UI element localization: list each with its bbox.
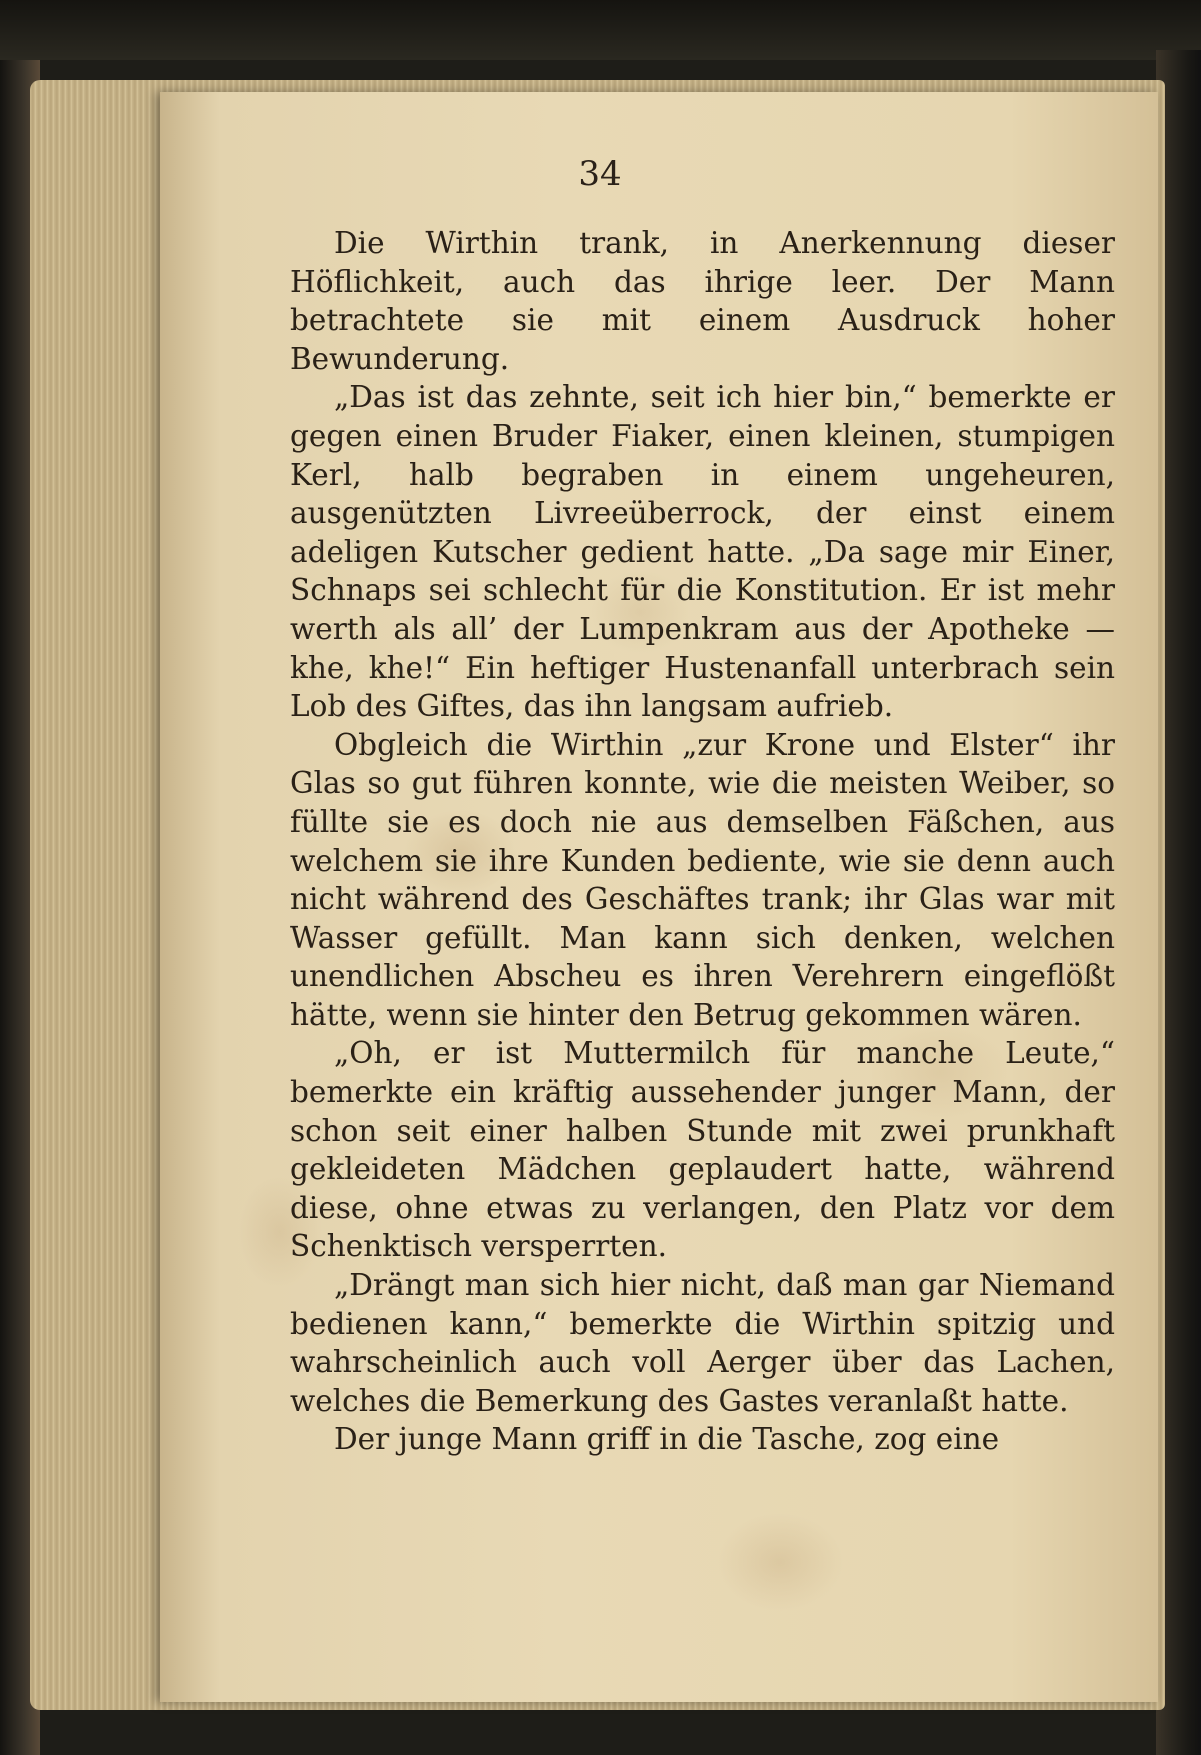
background-shadow [0, 0, 1201, 60]
paragraph-6: Der junge Mann griff in die Tasche, zog eine [334, 1422, 1000, 1457]
paragraph-5: „Drängt man sich hier nicht, daß man gar Niemand bedienen kann,“ bemerkte die Wirthin spitzig und wahrscheinlich auch voll Aerger über das Lachen, welches die Bemerkung des Gastes veranlaßt hatte. [290, 1268, 1115, 1418]
page-text [290, 224, 1115, 1459]
paragraph-4: „Oh, er ist Muttermilch für manche Leute,“ bemerkte ein kräftig aussehender junger Mann, der schon seit einer halben Stunde mit zwei prunkhaft gekleideten Mädchen geplaudert hatte, während diese, ohne etwas zu verlangen, den Platz vor dem Schenktisch versperrten. [290, 1036, 1115, 1264]
page-number: 34 [578, 154, 622, 194]
paragraph-3: Obgleich die Wirthin „zur Krone und Elster“ ihr Glas so gut führen konnte, wie die meisten Weiber, so füllte sie es doch nie aus demselben Fäßchen, aus welchem sie ihre Kunden bediente, wie sie denn auch nicht während des Geschäftes trank; ihr Glas war mit Wasser gefüllt. Man kann sich denken, welchen unendlichen Abscheu es ihren Verehrern eingeflößt hätte, wenn sie hinter den Betrug gekommen wären. [290, 727, 1115, 1032]
paragraph-2: „Das ist das zehnte, seit ich hier bin,“ bemerkte er gegen einen Bruder Fiaker, einen kleinen, stumpigen Kerl, halb begraben in einem ungeheuren, ausgenützten Livreeüberrock, der einst einem adeligen Kutscher gedient hatte. „Da sage mir Einer, Schnaps sei schlecht für die Konstitution. Er ist mehr werth als all’ der Lumpenkram aus der Apotheke — khe, khe!“ Ein heftiger Hustenanfall unterbrach sein Lob des Giftes, das ihn langsam aufrieb. [290, 380, 1115, 724]
book-page [160, 92, 1158, 1702]
paragraph-1: Die Wirthin trank, in Anerkennung dieser Höflichkeit, auch das ihrige leer. Der Mann betrachtete sie mit einem Ausdruck hoher Bewunderung. [290, 226, 1115, 376]
